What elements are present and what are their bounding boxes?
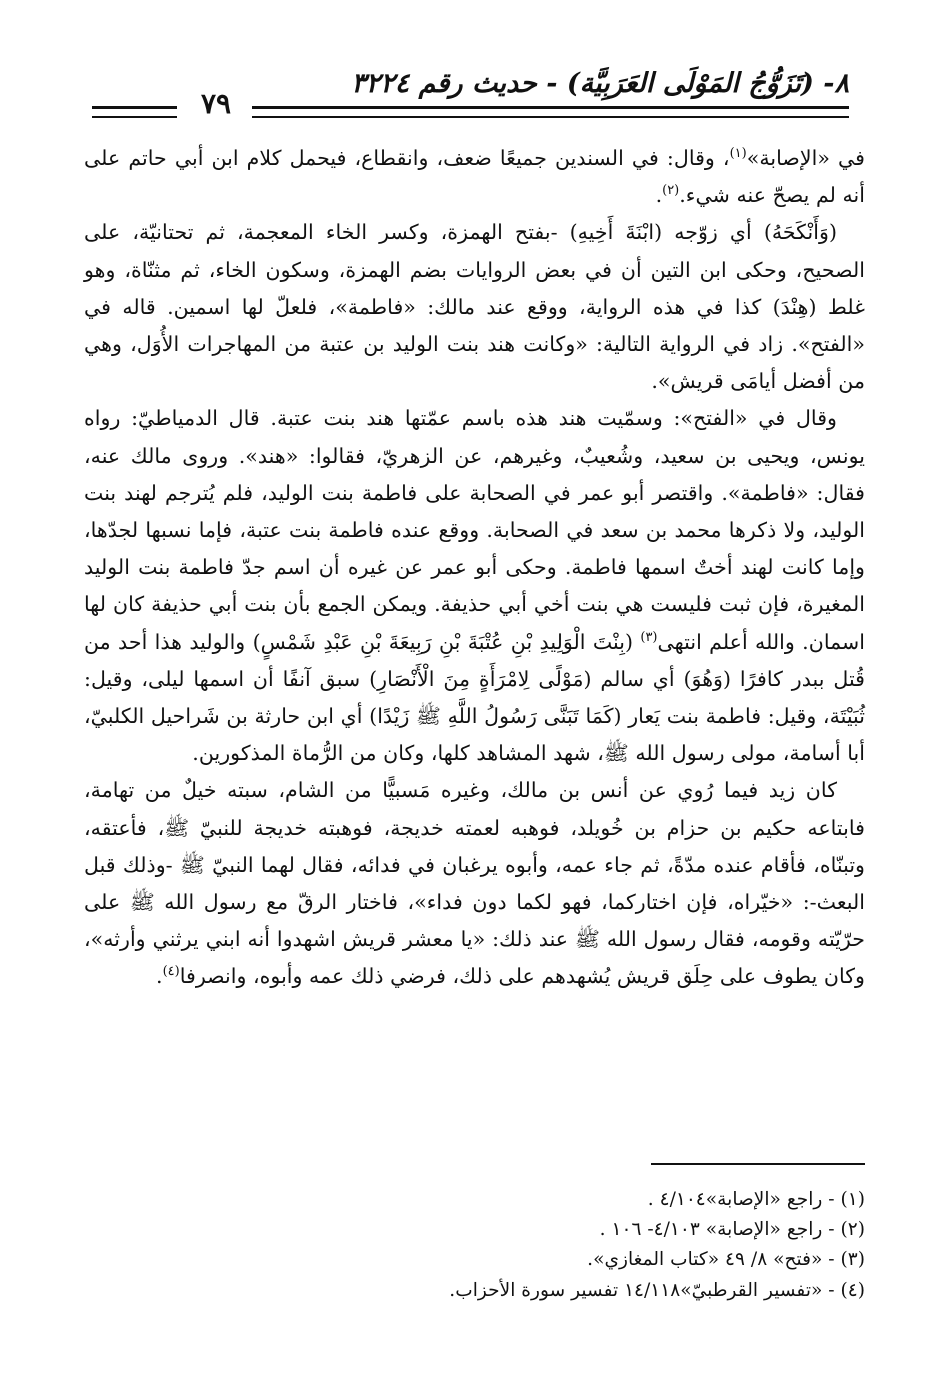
paragraph-text: (بِنْتَ الْوَلِيدِ بْنِ عُتْبَةَ بْنِ رَبِيعَةَ بْنِ عَبْدِ شَمْسٍ) والوليد هذا أحد من قُتل ببدر كافرًا (وَهُوَ) أي سالم (مَوْلًى لِامْرَأَةٍ مِنَ الْأَنْصَارِ) سبق آنفًا أن اسمها ليلى، وقيل: ثُبَيْتَة، وقيل: فاطمة بنت يَعار (كَمَا تَبَنَّى رَسُولُ اللَّهِ ﷺ زَيْدًا) أي ابن حارثة بن شَراحيل الكلبيّ، أبا أسامة، مولى رسول الله ﷺ، شهد المشاهد كلها، وكان من الرُّماة المذكورين. [84, 629, 865, 766]
paragraph-3 [84, 400, 865, 772]
footnote-ref-2[interactable]: (٢) [662, 183, 680, 199]
paragraph-text: . [156, 964, 163, 989]
footnotes [84, 1185, 865, 1306]
footnote-ref-3[interactable]: (٣) [640, 629, 658, 645]
paragraph-1 [84, 140, 865, 214]
main-text [84, 140, 865, 996]
paragraph-2: (وَأَنْكَحَهُ) أي زوّجه (ابْنَةَ أَخِيهِ) -بفتح الهمزة، وكسر الخاء المعجمة، ثم تحتانيّة، على الصحيح، وحكى ابن التين أن في بعض الروايات بضم الهمزة، وسكون الخاء، ثم مثنّاة، وهو غلط (هِنْدَ) كذا في هذه الرواية، ووقع عند مالك: «فاطمة»، فلعلّ لها اسمين. قاله في «الفتح». زاد في الرواية التالية: «وكانت هند بنت الوليد بن عتبة من المهاجرات الأُوَل، وهي من أفضل أيامَى قريش». [84, 220, 865, 394]
header-rule-right [252, 106, 849, 118]
paragraph-text: في «الإصابة» [746, 146, 865, 170]
footnote-ref-1[interactable]: (١) [729, 146, 747, 162]
header-rule-left [92, 106, 177, 118]
footnote-ref-4[interactable]: (٤) [162, 964, 180, 980]
footnote-3: (٣) - «فتح» ٨/ ٤٩ «كتاب المغازي». [587, 1249, 865, 1271]
footnote-divider [651, 1163, 865, 1165]
footnote-4: (٤) - «تفسير القرطبيّ»١٤/١١٨ تفسير سورة الأحزاب. [449, 1279, 865, 1301]
paragraph-text: . [655, 183, 663, 208]
footnote-1: (١) - راجع «الإصابة»٤/١٠٤ . [647, 1189, 865, 1210]
page-number: ٧٩ [200, 87, 232, 120]
paragraph-4 [84, 772, 865, 995]
running-title: ٨- (تَزَوُّجُ المَوْلَى العَرَبِيَّة) - حديث رقم ٣٢٢٤ [351, 68, 849, 99]
paragraph-text: ، وقال: في السندين جميعًا ضعف، وانقطاع، فيحمل كلام ابن أبي حاتم على أنه لم يصحّ عنه شيء. [84, 146, 865, 208]
footnote-2: (٢) - راجع «الإصابة» ٤/١٠٣- ١٠٦ . [599, 1219, 865, 1241]
page-header [92, 66, 849, 122]
paragraph-text: كان زيد فيما رُوي عن أنس بن مالك، وغيره مَسبيًّا من الشام، سبته خيلٌ من تهامة، فابتاعه حكيم بن حزام بن خُويلد، فوهبه لعمته خديجة، فوهبته خديجة للنبيّ ﷺ، فأعتقه، وتبنّاه، فأقام عنده مدّةً، ثم جاء عمه، وأبوه يرغبان في فدائه، فقال لهما النبيّ ﷺ -وذلك قبل البعث-: «خيّراه، فإن اختاركما، فهو لكما دون فداء»، فاختار الرقّ مع رسول الله ﷺ على حرّيّته وقومه، فقال رسول الله ﷺ عند ذلك: «يا معشر قريش اشهدوا أنه ابني يرثني وأرثه»، وكان يطوف على حِلَق قريش يُشهدهم على ذلك، فرضي ذلك عمه وأبوه، وانصرفا [84, 778, 865, 989]
paragraph-text: وقال في «الفتح»: وسمّيت هند هذه باسم عمّتها هند بنت عتبة. قال الدمياطيّ: رواه يونس، ويحيى بن سعيد، وشُعيبٌ، وغيرهم، عن الزهريّ، فقالوا: «هند». وروى مالك عنه، فقال: «فاطمة». واقتصر أبو عمر في الصحابة على فاطمة بنت الوليد، فلم يُترجم لهند بنت الوليد، ولا ذكرها محمد بن سعد في الصحابة. ووقع عنده فاطمة بنت عتبة، فإما نسبها لجدّها، وإما كانت لهند أختٌ اسمها فاطمة. وحكى أبو عمر عن غيره أن اسم جدّ فاطمة بنت الوليد المغيرة، فإن ثبت فليست هي بنت أخي أبي حذيفة. ويمكن الجمع بأن بنت أبي حذيفة كان لها اسمان. والله أعلم انتهى [84, 406, 865, 654]
